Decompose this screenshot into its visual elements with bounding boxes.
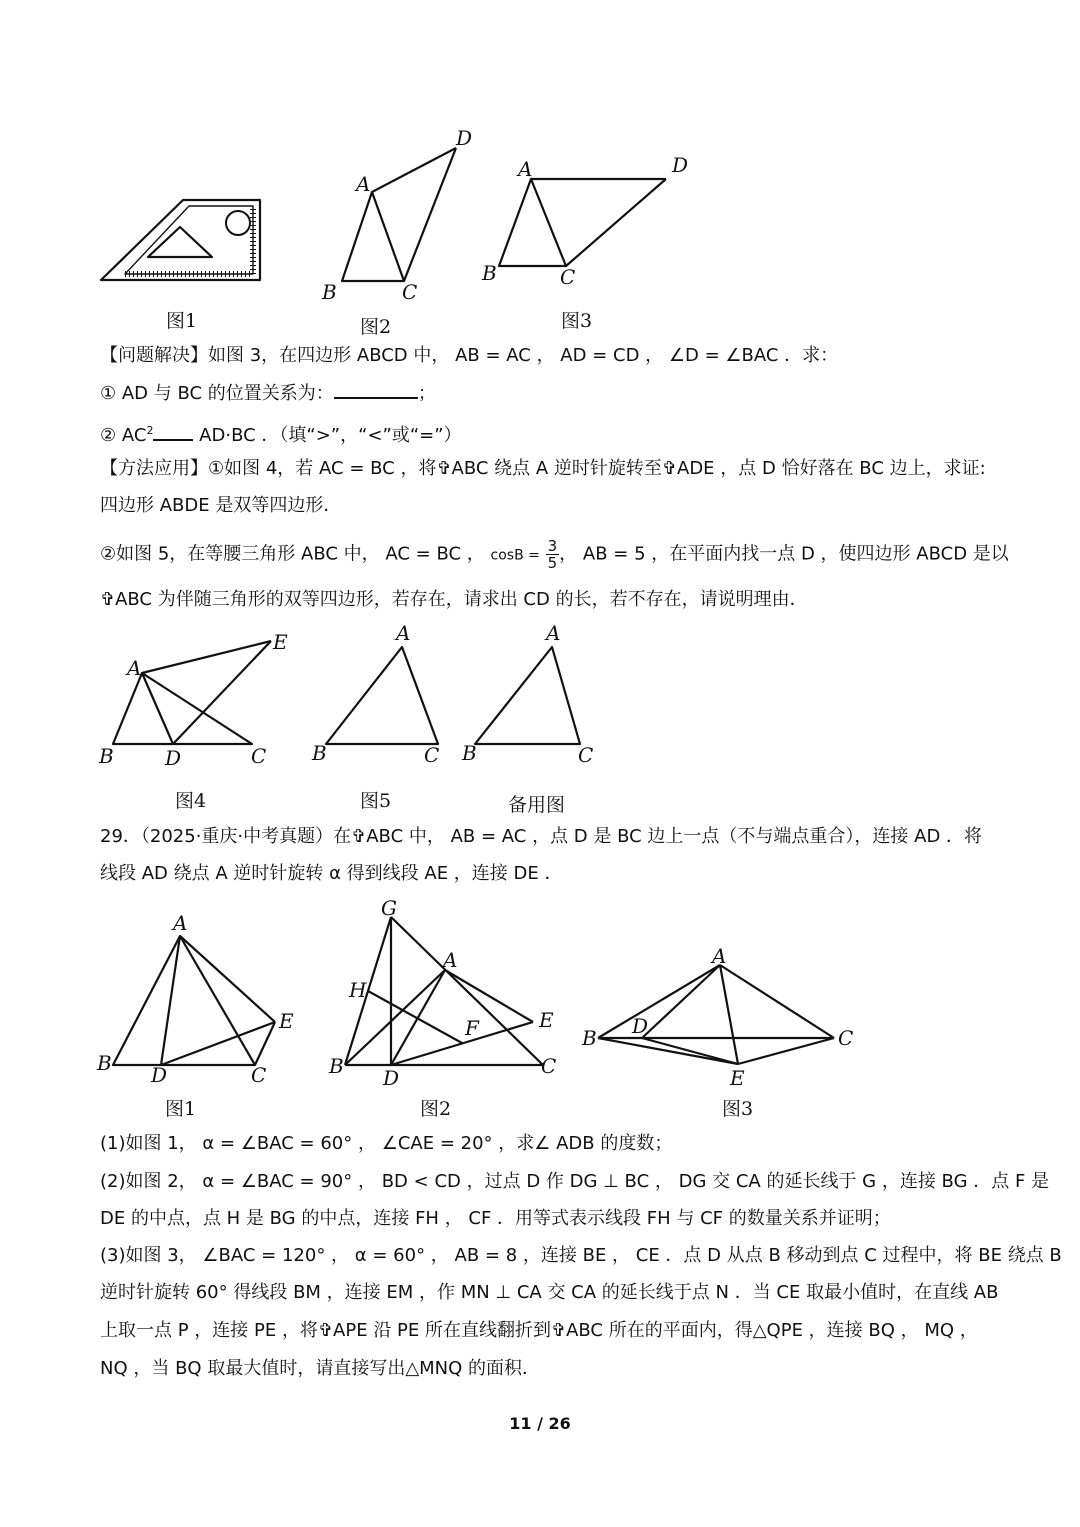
label-A: A [356, 172, 371, 196]
spare-caption: 备用图 [508, 794, 566, 816]
p29-fig2 [325, 895, 565, 1090]
label-E: E [273, 630, 288, 654]
fig4-caption: 图4 [175, 790, 207, 812]
label-F: F [465, 1016, 479, 1040]
label-A: A [127, 656, 142, 680]
cos-denominator: 5 [547, 554, 558, 572]
part-2-line: (2)如图 2， α = ∠BAC = 90° ， BD < CD ，过点 D 作 DG ⊥ BC ， DG 交 CA 的延长线于 G ，连接 BG ．点 F 是 [100, 1171, 1050, 1192]
problem-29-line: 29．（2025·重庆·中考真题）在✞ABC 中， AB = AC ，点 D 是 BC 边上一点（不与端点重合），连接 AD ．将 [100, 826, 983, 847]
label-B: B [322, 280, 337, 304]
question-2b-line [100, 538, 1009, 571]
q2b-text: ②如图 5，在等腰三角形 ABC 中， AC = BC ， [100, 543, 485, 565]
label-D: D [456, 126, 473, 150]
fig5-triangle [308, 620, 448, 770]
label-D: D [151, 1063, 168, 1087]
label-A: A [518, 157, 533, 181]
question-2-line [100, 417, 462, 450]
label-B: B [329, 1054, 344, 1078]
label-H: H [349, 978, 367, 1002]
page-number: 11 / 26 [509, 1414, 571, 1433]
part-3-line: (3)如图 3， ∠BAC = 120° ， α = 60° ， AB = 8 ，连接 BE ， CE ．点 D 从点 B 移动到点 C 过程中，将 BE 绕点 B [100, 1245, 1062, 1266]
label-D: D [632, 1014, 649, 1038]
label-B: B [582, 1026, 597, 1050]
part-2-line-2: DE 的中点，点 H 是 BG 的中点，连接 FH ， CF ．用等式表示线段 FH 与 CF 的数量关系并证明； [100, 1208, 891, 1229]
p29-fig1 [95, 910, 305, 1087]
compare-blank[interactable] [153, 423, 193, 441]
q1-end: ； [417, 383, 436, 404]
fig4-rotation [95, 625, 305, 775]
label-A: A [443, 948, 458, 972]
cos-fraction [546, 538, 560, 571]
label-A: A [546, 621, 561, 645]
part-3-line-3: 上取一点 P ，连接 PE ，将✞APE 沿 PE 所在直线翻折到✞ABC 所在的平面内，得△QPE ，连接 BQ ， MQ ， [100, 1320, 978, 1341]
question-1-line [100, 380, 436, 408]
spare-triangle [458, 620, 598, 770]
label-A: A [396, 621, 411, 645]
q2-rest: AD·BC ．（填“>”，“<”或“=”） [199, 425, 462, 446]
p29-fig3-caption: 图3 [722, 1098, 754, 1120]
question-2b-line-2: ✞ABC 为伴随三角形的双等四边形，若存在，请求出 CD 的长，若不存在，请说明理由． [100, 589, 808, 610]
set-square-figure [95, 190, 270, 290]
label-C: C [251, 744, 267, 768]
top-fig1-caption: 图1 [166, 310, 198, 332]
cos-label: cosB = [490, 547, 540, 564]
label-B: B [482, 261, 497, 285]
label-G: G [381, 896, 397, 920]
q2-exponent: 2 [146, 424, 154, 437]
label-C: C [560, 265, 576, 289]
fig5-caption: 图5 [360, 790, 392, 812]
part-1-line: (1)如图 1， α = ∠BAC = 60° ， ∠CAE = 20° ，求∠ ADB 的度数； [100, 1133, 673, 1154]
label-C: C [578, 743, 594, 767]
answer-blank[interactable] [334, 381, 418, 399]
part-3-line-4: NQ ，当 BQ 取最大值时，请直接写出△MNQ 的面积． [100, 1358, 541, 1379]
label-C: C [251, 1063, 267, 1087]
label-D: D [383, 1066, 400, 1090]
q2-text: ② AC [100, 425, 147, 446]
label-E: E [279, 1009, 294, 1033]
cos-numerator: 3 [547, 537, 558, 555]
label-D: D [165, 746, 182, 770]
label-E: E [730, 1066, 745, 1090]
p29-fig1-caption: 图1 [165, 1098, 197, 1120]
problem-solve-line: 【问题解决】如图 3，在四边形 ABCD 中， AB = AC ， AD = CD ， ∠D = ∠BAC ．求： [100, 345, 839, 366]
part-3-line-2: 逆时针旋转 60° 得线段 BM ，连接 EM ，作 MN ⊥ CA 交 CA 的延长线于点 N ．当 CE 取最小值时，在直线 AB [100, 1282, 999, 1303]
q2b-rest: ， AB = 5 ，在平面内找一点 D ，使四边形 ABCD 是以 [559, 543, 1009, 565]
top-fig3-caption: 图3 [561, 310, 593, 332]
problem-29-line-2: 线段 AD 绕点 A 逆时针旋转 α 得到线段 AE ，连接 DE ． [100, 863, 563, 884]
label-E: E [539, 1008, 554, 1032]
top-fig2-caption: 图2 [360, 316, 392, 338]
label-A: A [173, 911, 188, 935]
method-apply-line: 【方法应用】①如图 4，若 AC = BC ，将✞ABC 绕点 A 逆时针旋转至✞ADE ，点 D 恰好落在 BC 边上，求证: [100, 458, 986, 479]
label-C: C [838, 1026, 854, 1050]
top-fig2-quadrilateral [318, 125, 488, 310]
label-A: A [712, 944, 727, 968]
method-apply-line-2: 四边形 ABDE 是双等四边形． [100, 495, 342, 516]
label-B: B [312, 741, 327, 765]
label-B: B [97, 1051, 112, 1075]
p29-fig2-caption: 图2 [420, 1098, 452, 1120]
label-B: B [462, 741, 477, 765]
label-C: C [424, 743, 440, 767]
q1-text: ① AD 与 BC 的位置关系为： [100, 383, 334, 404]
label-D: D [672, 153, 689, 177]
label-B: B [99, 744, 114, 768]
label-C: C [402, 280, 418, 304]
label-C: C [541, 1054, 557, 1078]
p29-fig3 [578, 945, 858, 1090]
top-fig3-quadrilateral [478, 150, 698, 290]
